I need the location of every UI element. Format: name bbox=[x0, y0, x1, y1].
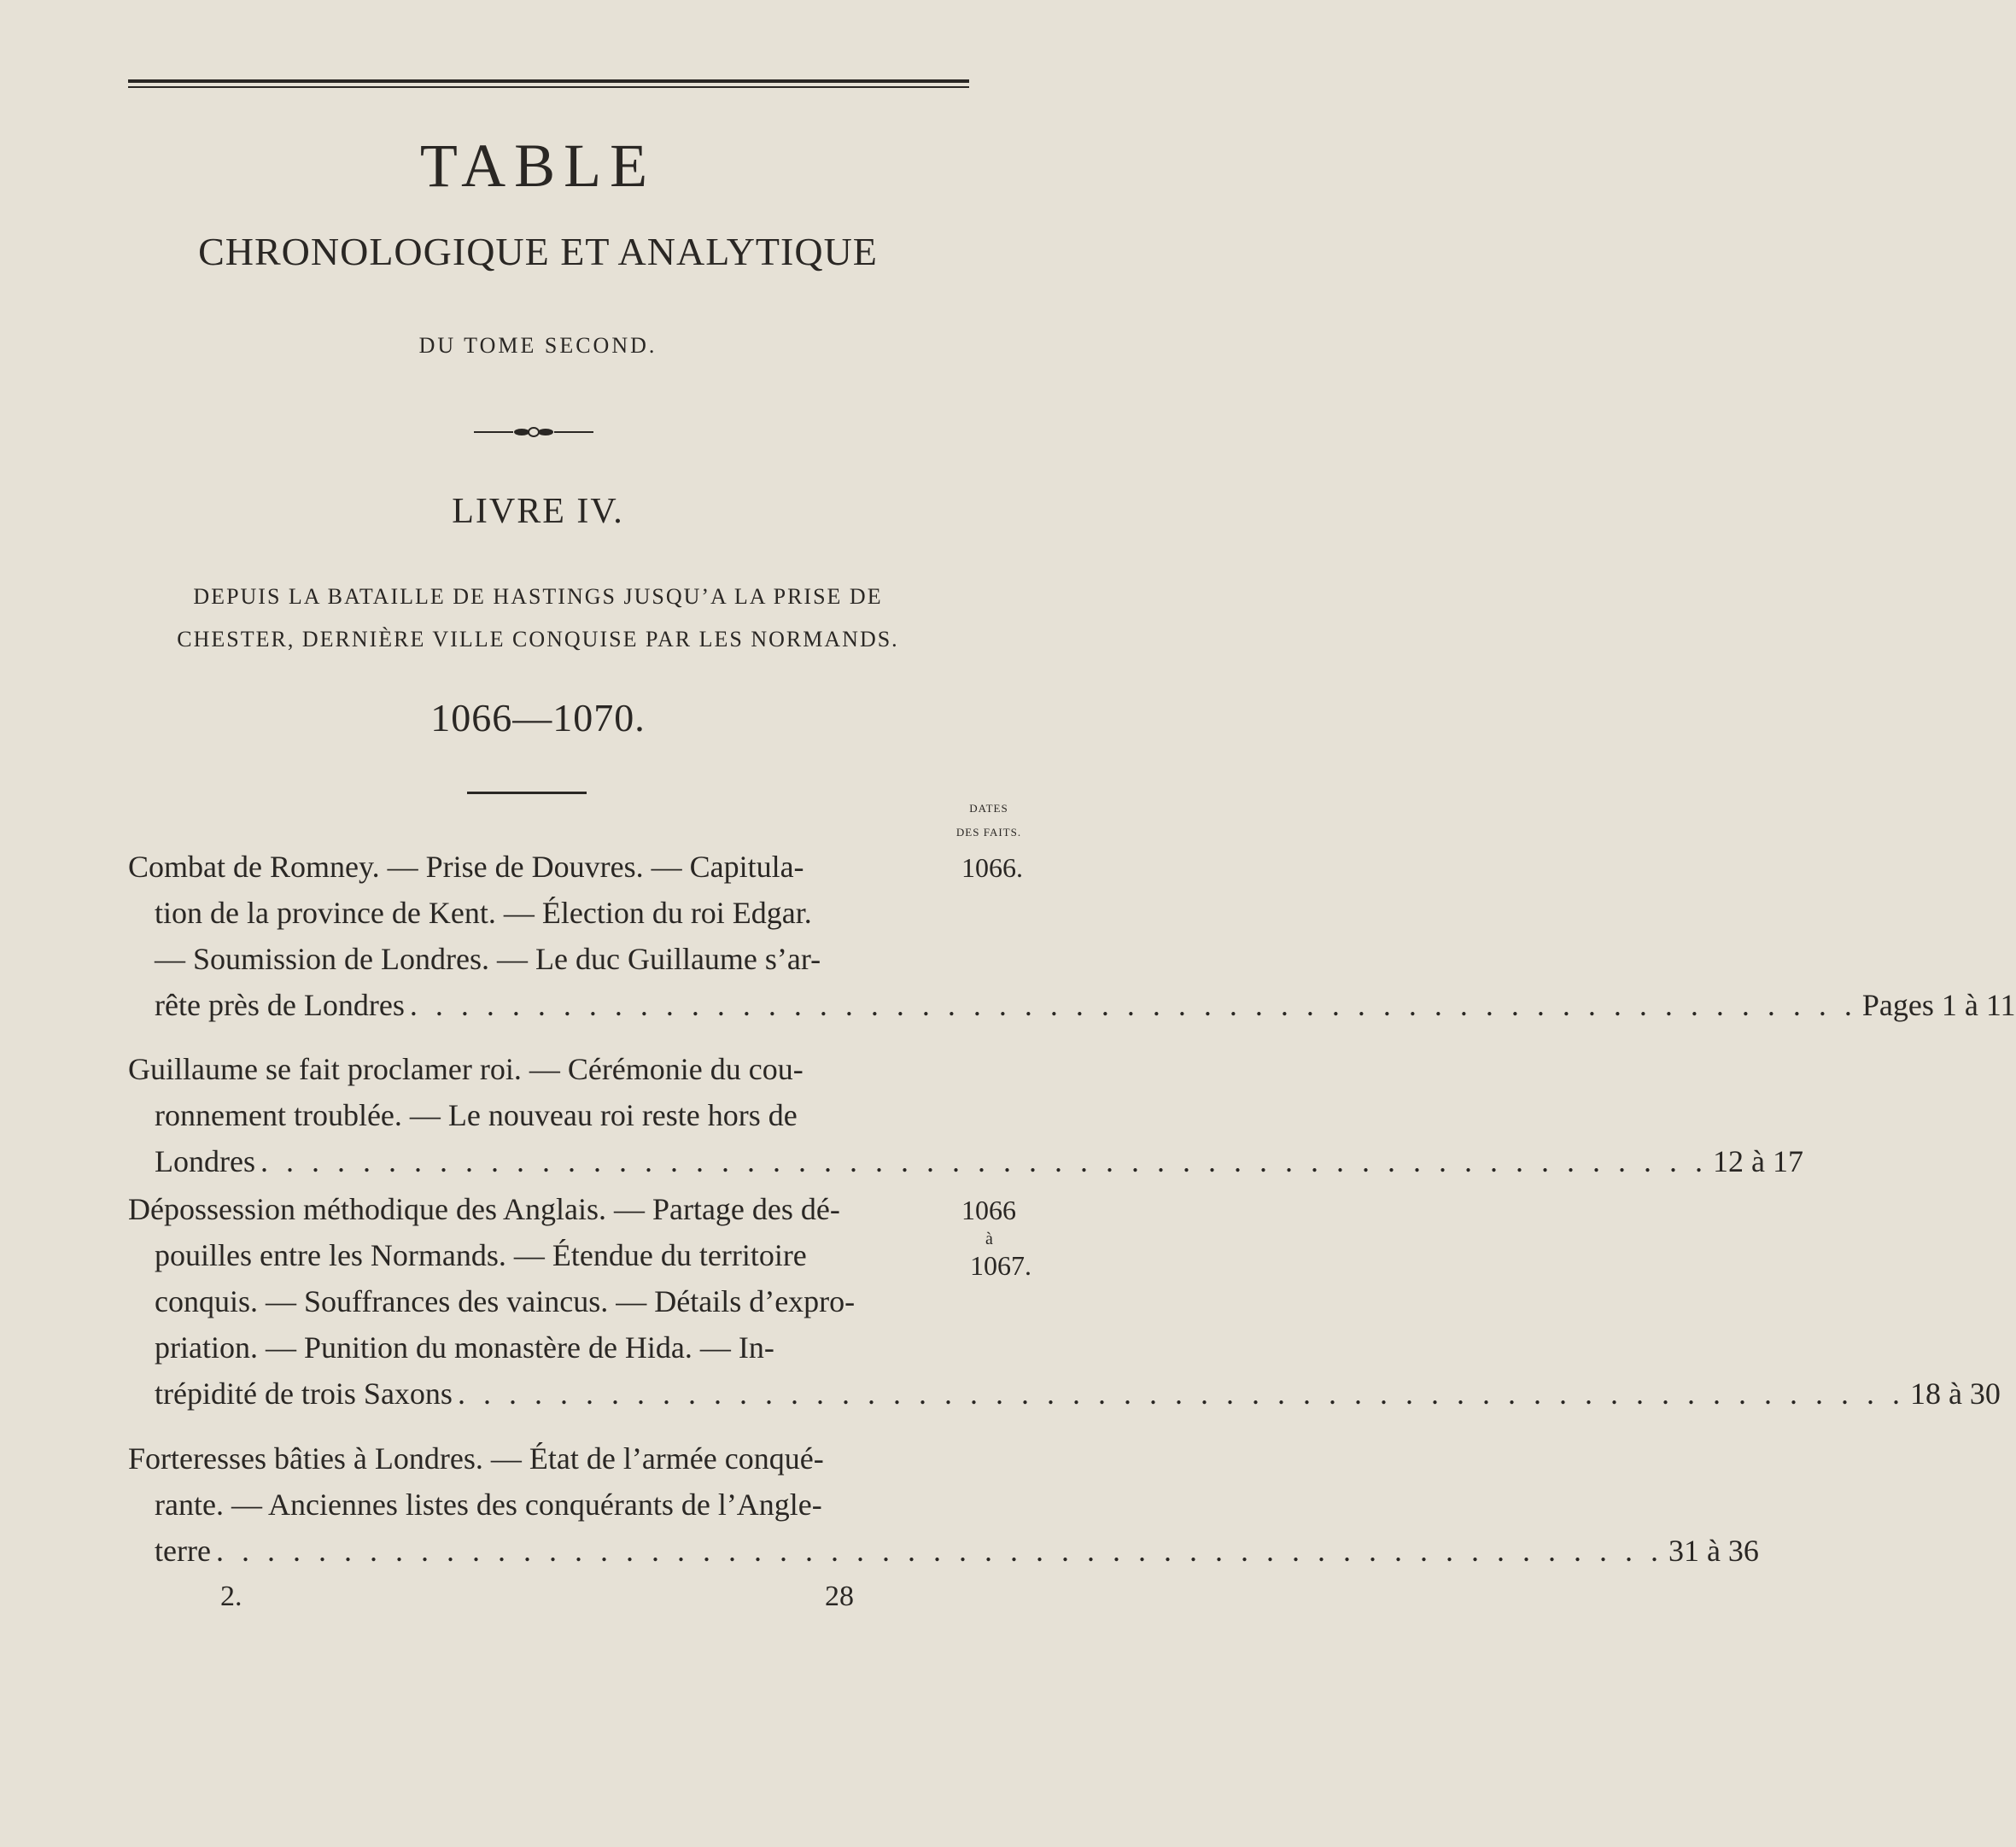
event-date-separator: à bbox=[985, 1230, 993, 1248]
dot-leader: . . . . . . . . . . . . . . . . . . . . . . . . . . . . . . . . . . . . . . . . . . . . . . . . . . . . . . . . . bbox=[457, 1376, 1905, 1411]
event-date: 1066. bbox=[961, 852, 1023, 883]
signature-mark: 2. bbox=[220, 1581, 243, 1612]
entry-line: Combat de Romney. — Prise de Douvres. — Capitula- bbox=[128, 850, 804, 884]
sheet-number: 28 bbox=[825, 1581, 854, 1612]
event-date-from: 1066 bbox=[961, 1195, 1016, 1225]
dot-leader: . . . . . . . . . . . . . . . . . . . . . . . . . . . . . . . . . . . . . . . . . . . . . . . . . . . . . . . . . bbox=[215, 1534, 1663, 1568]
entry-line: Guillaume se fait proclamer roi. — Cérémonie du cou- bbox=[128, 1052, 803, 1086]
dates-column-header: DATES bbox=[969, 802, 1008, 815]
ornament-divider bbox=[474, 425, 593, 439]
entry-line: priation. — Punition du monastère de Hida. — In- bbox=[155, 1330, 774, 1365]
dot-leader: . . . . . . . . . . . . . . . . . . . . . . . . . . . . . . . . . . . . . . . . . . . . . . . . . . . . . . . . . bbox=[260, 1144, 1708, 1178]
section-rule bbox=[467, 792, 587, 794]
page-reference: Pages 1 à 11 bbox=[1861, 988, 2016, 1022]
volume-label: DU TOME SECOND. bbox=[418, 333, 657, 358]
event-date-to: 1067. bbox=[970, 1250, 1031, 1281]
entry-last-line bbox=[155, 1144, 1803, 1178]
top-rule-thin bbox=[128, 86, 969, 88]
entry-last-line bbox=[155, 1534, 1759, 1568]
entry-text: Londres bbox=[155, 1144, 255, 1178]
page-reference: 18 à 30 bbox=[1909, 1376, 2001, 1411]
entry-last-line bbox=[155, 988, 2016, 1022]
book-number: LIVRE IV. bbox=[452, 492, 624, 531]
dates-column-header: DES FAITS. bbox=[955, 826, 1022, 839]
page-reference: 12 à 17 bbox=[1712, 1144, 1803, 1178]
dot-leader: . . . . . . . . . . . . . . . . . . . . . . . . . . . . . . . . . . . . . . . . . . . . . . . . . . . . . . . . . bbox=[409, 988, 1857, 1022]
entry-line: pouilles entre les Normands. — Étendue du territoire bbox=[155, 1238, 807, 1272]
book-description-line: CHESTER, DERNIÈRE VILLE CONQUISE PAR LES NORMANDS. bbox=[177, 627, 899, 652]
top-rule-thick bbox=[128, 79, 969, 83]
page-title: TABLE bbox=[419, 132, 657, 200]
entry-line: Dépossession méthodique des Anglais. — Partage des dé- bbox=[128, 1192, 840, 1226]
book-description-line: DEPUIS LA BATAILLE DE HASTINGS JUSQU’A LA PRISE DE bbox=[193, 584, 883, 609]
entry-last-line bbox=[155, 1376, 2001, 1411]
entry-line: conquis. — Souffrances des vaincus. — Détails d’expro- bbox=[155, 1284, 856, 1318]
entry-text: rête près de Londres bbox=[155, 988, 405, 1022]
entry-text: terre bbox=[155, 1534, 211, 1568]
entry-line: ronnement troublée. — Le nouveau roi reste hors de bbox=[155, 1098, 798, 1132]
entry-line: rante. — Anciennes listes des conquérants de l’Angle- bbox=[155, 1488, 822, 1522]
entry-line: tion de la province de Kent. — Élection du roi Edgar. bbox=[155, 896, 812, 930]
entry-text: trépidité de trois Saxons bbox=[155, 1376, 453, 1411]
entry-line: Forteresses bâties à Londres. — État de l’armée conqué- bbox=[128, 1441, 824, 1476]
page-subtitle: CHRONOLOGIQUE ET ANALYTIQUE bbox=[198, 230, 878, 273]
year-range: 1066—1070. bbox=[430, 696, 646, 739]
entry-line: — Soumission de Londres. — Le duc Guillaume s’ar- bbox=[155, 942, 821, 976]
page-reference: 31 à 36 bbox=[1668, 1534, 1759, 1568]
